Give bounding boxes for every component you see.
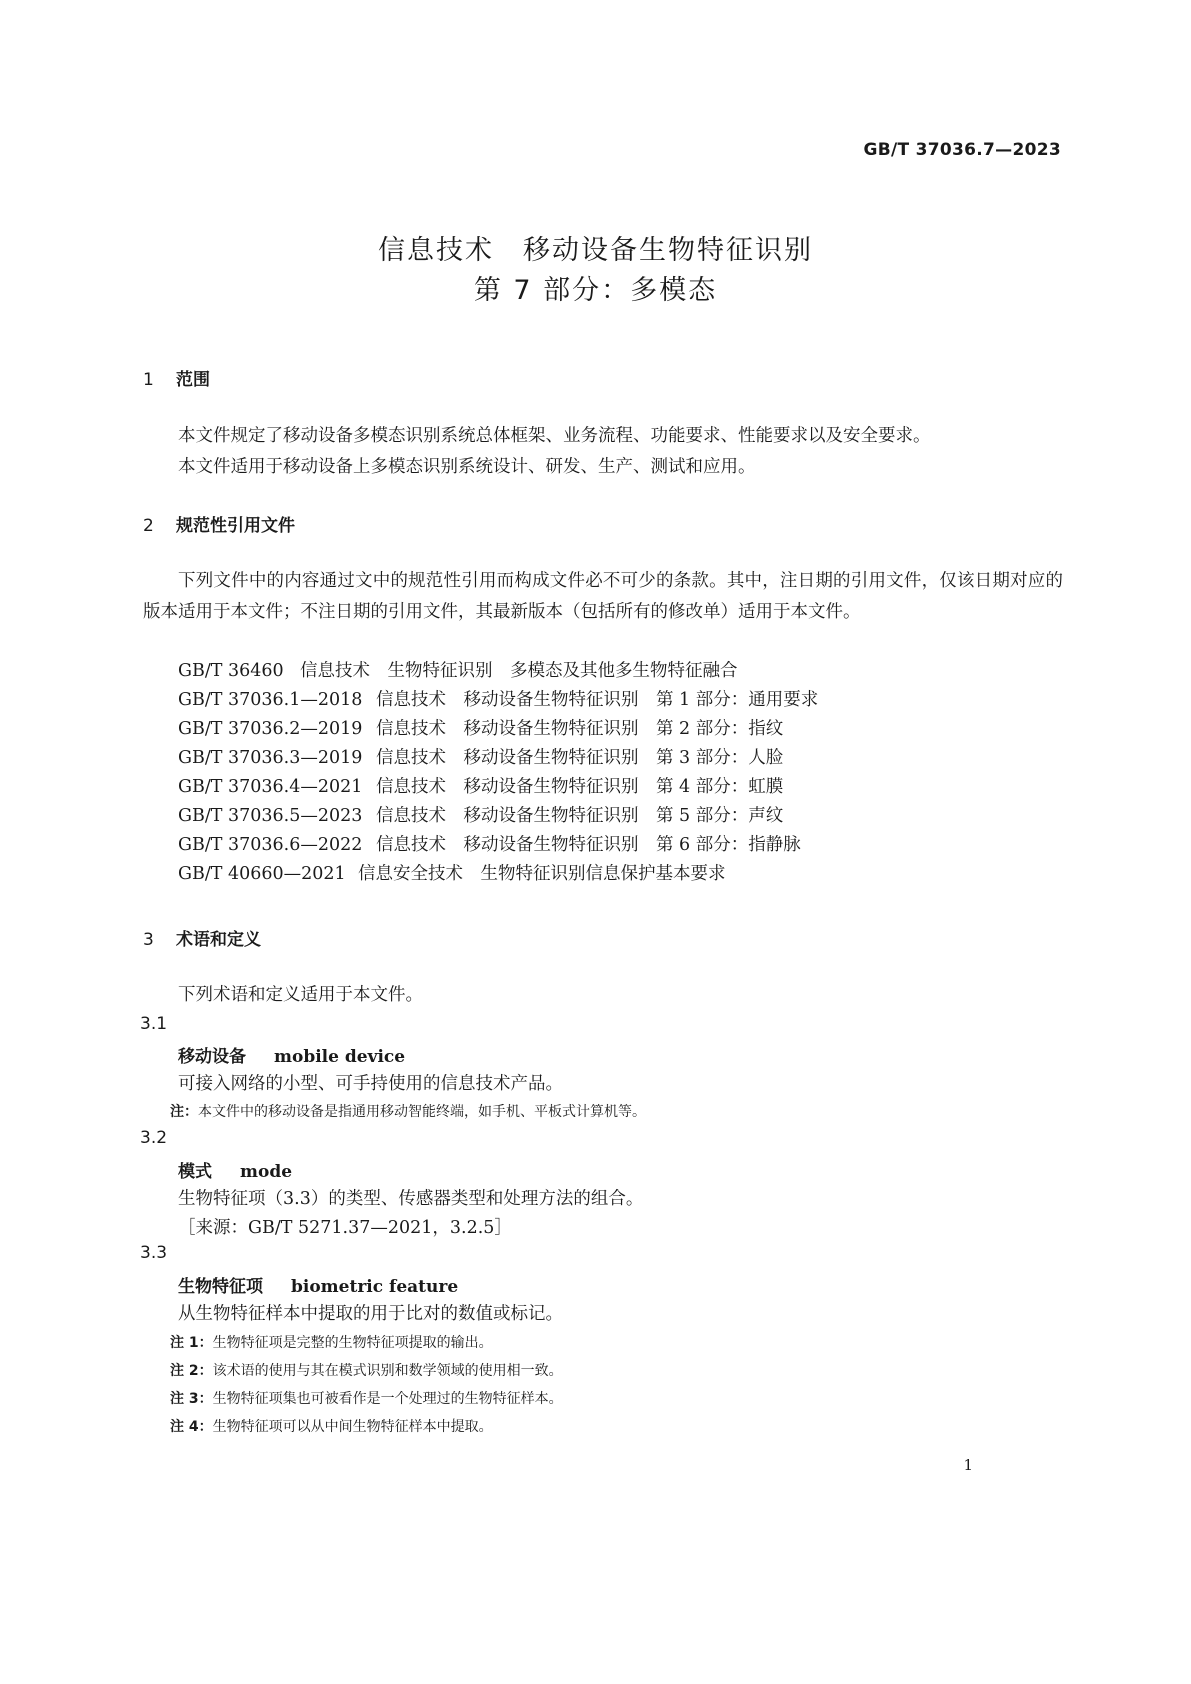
term-zh: 模式 [178,1162,212,1182]
term-en: mobile device [274,1047,406,1067]
note-text: 生物特征项是完整的生物特征项提取的输出。 [212,1335,493,1351]
section-title: 范围 [176,370,210,390]
section-3-heading [143,925,261,950]
document-title-line1: 信息技术 移动设备生物特征识别 [378,235,813,266]
section-number: 3 [143,930,154,950]
note-text: 本文件中的移动设备是指通用移动智能终端，如手机、平板式计算机等。 [198,1104,646,1120]
reference-title: 信息技术 移动设备生物特征识别 第 2 部分：指纹 [376,719,784,739]
reference-title: 信息技术 移动设备生物特征识别 第 6 部分：指静脉 [376,835,801,855]
term-note [170,1388,563,1408]
note-label: 注 4： [170,1419,213,1435]
reference-code: GB/T 37036.3—2019 [178,748,363,768]
section-number: 2 [143,516,154,536]
term-number: 3.3 [140,1243,168,1263]
term-definition: 生物特征项（3.3）的类型、传感器类型和处理方法的组合。 [178,1189,644,1209]
section-1-heading [143,365,210,390]
term-note [170,1332,493,1352]
term-definition: 可接入网络的小型、可手持使用的信息技术产品。 [178,1074,563,1094]
reference-code: GB/T 37036.6—2022 [178,835,363,855]
reference-code: GB/T 36460 [178,661,284,681]
term-zh: 移动设备 [178,1047,246,1067]
document-code: GB/T 37036.7—2023 [863,140,1061,160]
reference-title: 信息技术 移动设备生物特征识别 第 1 部分：通用要求 [376,690,819,710]
paragraph: 本文件规定了移动设备多模态识别系统总体框架、业务流程、功能要求、性能要求以及安全要求。 [178,426,931,446]
reference-title: 信息安全技术 生物特征识别信息保护基本要求 [358,864,726,884]
term-source: ［来源：GB/T 5271.37—2021，3.2.5］ [178,1218,512,1238]
paragraph: 下列文件中的内容通过文中的规范性引用而构成文件必不可少的条款。其中，注日期的引用文件，仅该日期对应的版本适用于本文件；不注日期的引用文件，其最新版本（包括所有的修改单）适用于本文件。 [143,571,1063,622]
note-text: 生物特征项集也可被看作是一个处理过的生物特征样本。 [212,1391,563,1407]
term-entry [178,1272,458,1297]
note-label: 注 3： [170,1391,213,1407]
normative-reference [178,744,783,769]
term-en: biometric feature [291,1277,459,1297]
reference-title: 信息技术 移动设备生物特征识别 第 3 部分：人脸 [376,748,784,768]
section-1-body [143,421,1063,483]
reference-title: 信息技术 移动设备生物特征识别 第 5 部分：声纹 [376,806,784,826]
section-3-intro: 下列术语和定义适用于本文件。 [178,985,423,1005]
term-zh: 生物特征项 [178,1277,263,1297]
term-number: 3.2 [140,1128,168,1148]
reference-code: GB/T 37036.5—2023 [178,806,363,826]
reference-title: 信息技术 移动设备生物特征识别 第 4 部分：虹膜 [376,777,784,797]
term-en: mode [240,1162,293,1182]
term-note [170,1416,493,1436]
reference-code: GB/T 40660—2021 [178,864,346,884]
normative-reference [178,686,818,711]
section-title: 术语和定义 [176,930,261,950]
note-label: 注 2： [170,1363,213,1379]
normative-reference [178,831,801,856]
term-number: 3.1 [140,1014,168,1034]
normative-reference [178,802,783,827]
section-title: 规范性引用文件 [176,516,295,536]
page-number: 1 [963,1456,973,1474]
normative-reference [178,715,783,740]
note-label: 注 1： [170,1335,213,1351]
section-2-heading [143,511,295,536]
normative-reference [178,860,726,885]
note-text: 生物特征项可以从中间生物特征样本中提取。 [212,1419,493,1435]
normative-reference [178,773,783,798]
reference-title: 信息技术 生物特征识别 多模态及其他多生物特征融合 [300,661,738,681]
document-title-line2: 第 7 部分：多模态 [473,275,718,306]
normative-reference [178,657,738,682]
section-number: 1 [143,370,154,390]
reference-code: GB/T 37036.2—2019 [178,719,363,739]
section-2-intro [143,566,1063,628]
reference-code: GB/T 37036.4—2021 [178,777,363,797]
reference-code: GB/T 37036.1—2018 [178,690,363,710]
term-entry [178,1042,405,1067]
term-definition: 从生物特征样本中提取的用于比对的数值或标记。 [178,1304,563,1324]
term-note [170,1360,563,1380]
term-entry [178,1157,292,1182]
term-note [170,1101,646,1121]
note-label: 注： [170,1104,198,1120]
paragraph: 本文件适用于移动设备上多模态识别系统设计、研发、生产、测试和应用。 [178,457,756,477]
note-text: 该术语的使用与其在模式识别和数学领域的使用相一致。 [212,1363,563,1379]
